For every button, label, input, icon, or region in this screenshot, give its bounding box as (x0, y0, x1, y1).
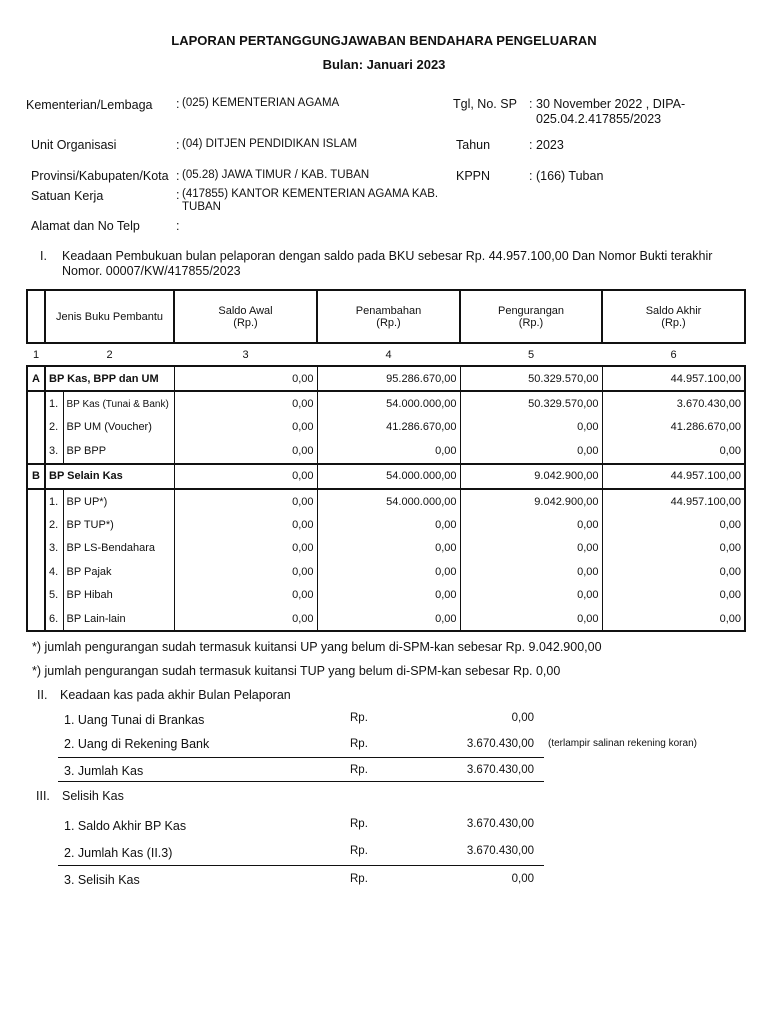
pengurangan-value: 0,00 (460, 584, 602, 607)
penambahan-value: 54.000.000,00 (317, 489, 460, 513)
header-penambahan: Penambahan (Rp.) (317, 290, 460, 343)
saldo-akhir-value: 0,00 (602, 584, 745, 607)
unit-label: Unit Organisasi (31, 138, 117, 152)
section3-number: III. (36, 789, 50, 803)
tahun-value: 2023 (536, 138, 564, 152)
penambahan-value: 0,00 (317, 560, 460, 583)
pengurangan-value: 0,00 (460, 537, 602, 560)
col-number: 4 (317, 343, 460, 366)
table-row (27, 560, 745, 583)
saldo-akhir-value: 0,00 (602, 537, 745, 560)
saldo-akhir-value: 44.957.100,00 (602, 366, 745, 391)
saldo-akhir-value: 44.957.100,00 (602, 464, 745, 489)
currency-label: Rp. (350, 818, 368, 830)
penambahan-value: 0,00 (317, 584, 460, 607)
saldo-akhir-value: 3.670.430,00 (602, 391, 745, 415)
report-title: LAPORAN PERTANGGUNGJAWABAN BENDAHARA PENGELUARAN (171, 33, 597, 48)
row-number: 1. (45, 391, 63, 415)
kas-total-label: 3. Jumlah Kas (64, 764, 144, 778)
pengurangan-value: 0,00 (460, 560, 602, 583)
tgl-sp-label: Tgl, No. SP (453, 97, 517, 111)
kas-item-value: 3.670.430,00 (466, 738, 534, 750)
tgl-sp-value-line1: 30 November 2022 , DIPA- (536, 97, 686, 111)
saldo-awal-value: 0,00 (174, 416, 317, 439)
col-number: 3 (174, 343, 317, 366)
saldo-akhir-value: 44.957.100,00 (602, 489, 745, 513)
section1-text-cont: Nomor. 00007/KW/417855/2023 (62, 264, 241, 278)
saldo-awal-value: 0,00 (174, 513, 317, 536)
saldo-awal-value: 0,00 (174, 464, 317, 489)
row-number: 4. (45, 560, 63, 583)
penambahan-value: 54.000.000,00 (317, 391, 460, 415)
section1-text: Keadaan Pembukuan bulan pelaporan dengan saldo pada BKU sebesar Rp. 44.957.100,00 Dan Nomor Bukti terakhir (62, 249, 713, 263)
penambahan-value: 54.000.000,00 (317, 464, 460, 489)
col-number: 5 (460, 343, 602, 366)
rekening-note: (terlampir salinan rekening koran) (548, 738, 697, 749)
selisih-total-label: 3. Selisih Kas (64, 873, 140, 887)
row-label: BP LS-Bendahara (63, 537, 174, 560)
selisih-item-value: 3.670.430,00 (466, 818, 534, 830)
header-jenis: Jenis Buku Pembantu (45, 290, 174, 343)
note-up: *) jumlah pengurangan sudah termasuk kuitansi UP yang belum di-SPM-kan sebesar Rp. 9.042.900,00 (32, 640, 602, 654)
provinsi-value: (05.28) JAWA TIMUR / KAB. TUBAN (182, 169, 370, 181)
table-header-row (27, 290, 745, 343)
group-label: BP Kas, BPP dan UM (45, 366, 174, 391)
saldo-awal-value: 0,00 (174, 366, 317, 391)
penambahan-value: 0,00 (317, 537, 460, 560)
kas-item-value: 0,00 (511, 712, 534, 724)
provinsi-label: Provinsi/Kabupaten/Kota (31, 169, 169, 183)
row-number: 3. (45, 439, 63, 463)
pengurangan-value: 0,00 (460, 513, 602, 536)
table-row (27, 607, 745, 631)
saldo-awal-value: 0,00 (174, 489, 317, 513)
pengurangan-value: 0,00 (460, 607, 602, 631)
report-period: Bulan: Januari 2023 (322, 57, 446, 72)
section3-title: Selisih Kas (62, 789, 124, 803)
pengurangan-value: 50.329.570,00 (460, 391, 602, 415)
saldo-awal-value: 0,00 (174, 584, 317, 607)
satker-value-line1: (417855) KANTOR KEMENTERIAN AGAMA KAB. (182, 188, 439, 200)
colon: : (529, 138, 533, 152)
saldo-akhir-value: 0,00 (602, 439, 745, 463)
selisih-total-value: 0,00 (511, 873, 534, 885)
saldo-akhir-value: 0,00 (602, 560, 745, 583)
row-number: 2. (45, 513, 63, 536)
kas-item-label: 1. Uang Tunai di Brankas (64, 713, 205, 727)
group-code: A (27, 366, 45, 391)
row-label: BP Kas (Tunai & Bank) (63, 391, 174, 415)
table-row (27, 584, 745, 607)
currency-label: Rp. (350, 873, 368, 885)
group-code: B (27, 464, 45, 489)
pengurangan-value: 0,00 (460, 439, 602, 463)
row-label: BP Lain-lain (63, 607, 174, 631)
currency-label: Rp. (350, 738, 368, 750)
saldo-akhir-value: 0,00 (602, 513, 745, 536)
saldo-akhir-value: 0,00 (602, 607, 745, 631)
row-label: BP BPP (63, 439, 174, 463)
saldo-awal-value: 0,00 (174, 607, 317, 631)
row-number: 6. (45, 607, 63, 631)
saldo-awal-value: 0,00 (174, 439, 317, 463)
col-number: 1 (27, 343, 45, 366)
colon: : (176, 169, 180, 183)
kementerian-label: Kementerian/Lembaga (26, 98, 153, 112)
tgl-sp-value-line2: 025.04.2.417855/2023 (536, 112, 662, 126)
row-number: 2. (45, 416, 63, 439)
kas-item-label: 2. Uang di Rekening Bank (64, 737, 210, 751)
kppn-label: KPPN (456, 169, 491, 183)
alamat-label: Alamat dan No Telp (31, 219, 140, 233)
total-divider (58, 781, 544, 782)
table-row (27, 439, 745, 463)
kementerian-value: (025) KEMENTERIAN AGAMA (182, 97, 340, 109)
row-label: BP Pajak (63, 560, 174, 583)
pengurangan-value: 50.329.570,00 (460, 366, 602, 391)
kppn-value: (166) Tuban (536, 169, 604, 183)
table-row (27, 489, 745, 513)
unit-value: (04) DITJEN PENDIDIKAN ISLAM (182, 138, 358, 150)
row-number: 3. (45, 537, 63, 560)
kas-total-value: 3.670.430,00 (466, 764, 534, 776)
currency-label: Rp. (350, 764, 368, 776)
penambahan-value: 95.286.670,00 (317, 366, 460, 391)
pengurangan-value: 0,00 (460, 416, 602, 439)
tahun-label: Tahun (456, 138, 491, 152)
saldo-awal-value: 0,00 (174, 537, 317, 560)
col-number: 2 (45, 343, 174, 366)
colon: : (176, 138, 180, 152)
colon: : (529, 97, 533, 111)
saldo-awal-value: 0,00 (174, 560, 317, 583)
note-tup: *) jumlah pengurangan sudah termasuk kuitansi TUP yang belum di-SPM-kan sebesar Rp. 0,00 (32, 664, 561, 678)
buku-pembantu-table (26, 289, 746, 632)
penambahan-value: 0,00 (317, 513, 460, 536)
colon: : (529, 169, 533, 183)
colon: : (176, 97, 180, 111)
group-row-a (27, 366, 745, 391)
selisih-item-value: 3.670.430,00 (466, 845, 534, 857)
col-number: 6 (602, 343, 745, 366)
table-row (27, 391, 745, 415)
row-label: BP Hibah (63, 584, 174, 607)
penambahan-value: 0,00 (317, 439, 460, 463)
colon: : (176, 219, 180, 233)
pengurangan-value: 9.042.900,00 (460, 464, 602, 489)
header-saldo-akhir: Saldo Akhir (Rp.) (602, 290, 745, 343)
table-row (27, 513, 745, 536)
row-label: BP UP*) (63, 489, 174, 513)
penambahan-value: 41.286.670,00 (317, 416, 460, 439)
currency-label: Rp. (350, 712, 368, 724)
section2-title: Keadaan kas pada akhir Bulan Pelaporan (60, 688, 291, 702)
total-divider (58, 865, 544, 866)
table-row (27, 416, 745, 439)
group-label: BP Selain Kas (45, 464, 174, 489)
satker-label: Satuan Kerja (31, 189, 104, 203)
header-pengurangan: Pengurangan (Rp.) (460, 290, 602, 343)
selisih-item-label: 2. Jumlah Kas (II.3) (64, 846, 173, 860)
row-number: 1. (45, 489, 63, 513)
column-number-row (27, 343, 745, 366)
selisih-item-label: 1. Saldo Akhir BP Kas (64, 819, 187, 833)
pengurangan-value: 9.042.900,00 (460, 489, 602, 513)
saldo-awal-value: 0,00 (174, 391, 317, 415)
satker-value-line2: TUBAN (182, 201, 221, 213)
row-number: 5. (45, 584, 63, 607)
table-row (27, 537, 745, 560)
saldo-akhir-value: 41.286.670,00 (602, 416, 745, 439)
row-label: BP UM (Voucher) (63, 416, 174, 439)
penambahan-value: 0,00 (317, 607, 460, 631)
total-divider (58, 757, 544, 758)
currency-label: Rp. (350, 845, 368, 857)
section1-number: I. (40, 249, 47, 263)
header-saldo-awal: Saldo Awal (Rp.) (174, 290, 317, 343)
colon: : (176, 188, 180, 202)
row-label: BP TUP*) (63, 513, 174, 536)
section2-number: II. (37, 688, 48, 702)
group-row-b (27, 464, 745, 489)
